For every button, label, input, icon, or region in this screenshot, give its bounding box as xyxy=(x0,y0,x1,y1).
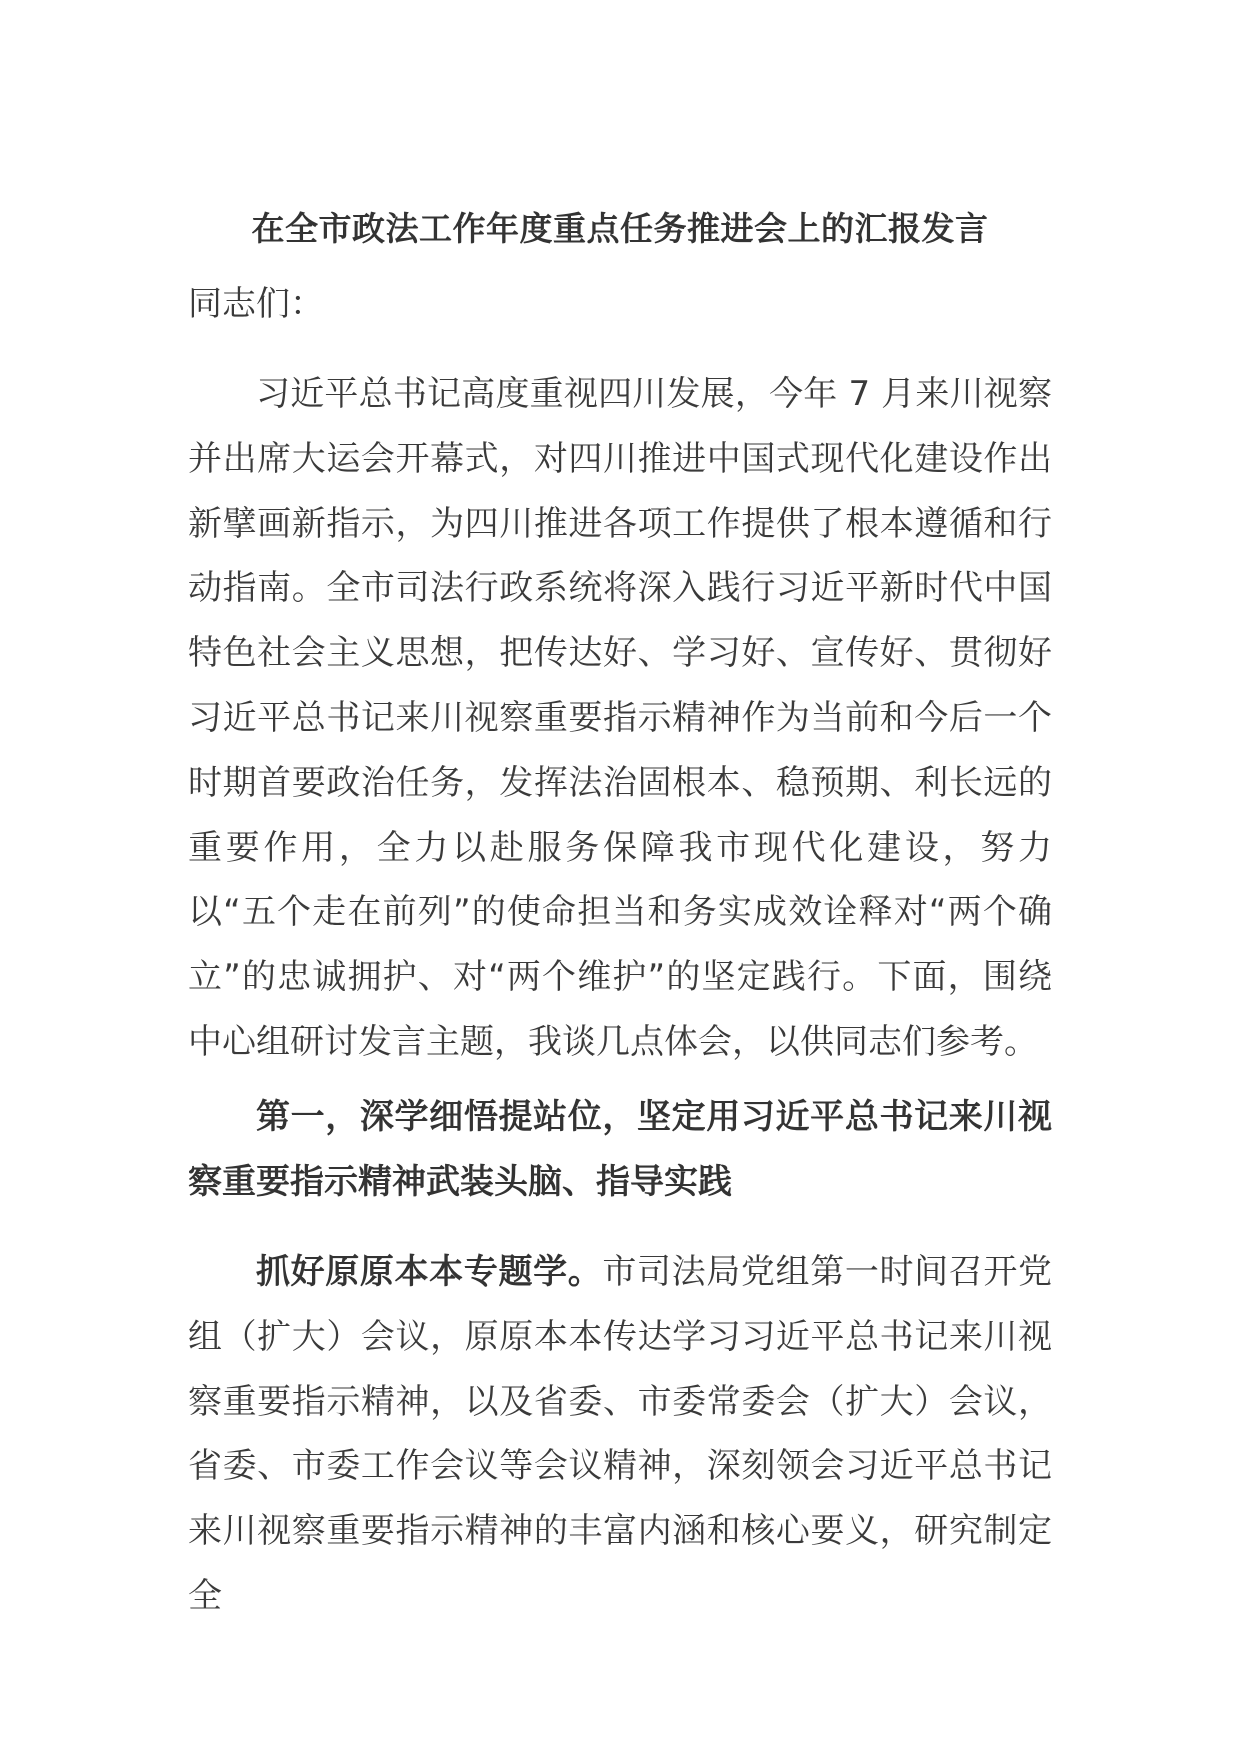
document-title: 在全市政法工作年度重点任务推进会上的汇报发言 xyxy=(251,209,989,248)
paragraph-lead-text: 抓好原原本本专题学。 xyxy=(256,1252,603,1292)
body-paragraph-2 xyxy=(188,1240,1052,1629)
salutation: 同志们： xyxy=(188,284,324,324)
section-heading-1: 第一，深学细悟提站位，坚定用习近平总书记来川视察重要指示精神武装头脑、指导实践 xyxy=(188,1097,1052,1202)
paragraph-body-text: 市司法局党组第一时间召开党组（扩大）会议，原原本本传达学习习近平总书记来川视察重要指示精神，以及省委、市委常委会（扩大）会议，省委、市委工作会议等会议精神，深刻领会习近平总书记来川视察重要指示精神的丰富内涵和核心要义，研究制定全 xyxy=(188,1252,1053,1616)
body-paragraph-1: 习近平总书记高度重视四川发展，今年 7 月来川视察并出席大运会开幕式，对四川推进中国式现代化建设作出新擘画新指示，为四川推进各项工作提供了根本遵循和行动指南。全市司法行政系统将深入践行习近平新时代中国特色社会主义思想，把传达好、学习好、宣传好、贯彻好习近平总书记来川视察重要指示精神作为当前和今后一个时期首要政治任务，发挥法治固根本、稳预期、利长远的重要作用，全力以赴服务保障我市现代化建设，努力以“五个走在前列”的使命担当和务实成效诠释对“两个确立”的忠诚拥护、对“两个维护”的坚定践行。下面，围绕中心组研讨发言主题，我谈几点体会，以供同志们参考。 xyxy=(188,374,1052,1062)
